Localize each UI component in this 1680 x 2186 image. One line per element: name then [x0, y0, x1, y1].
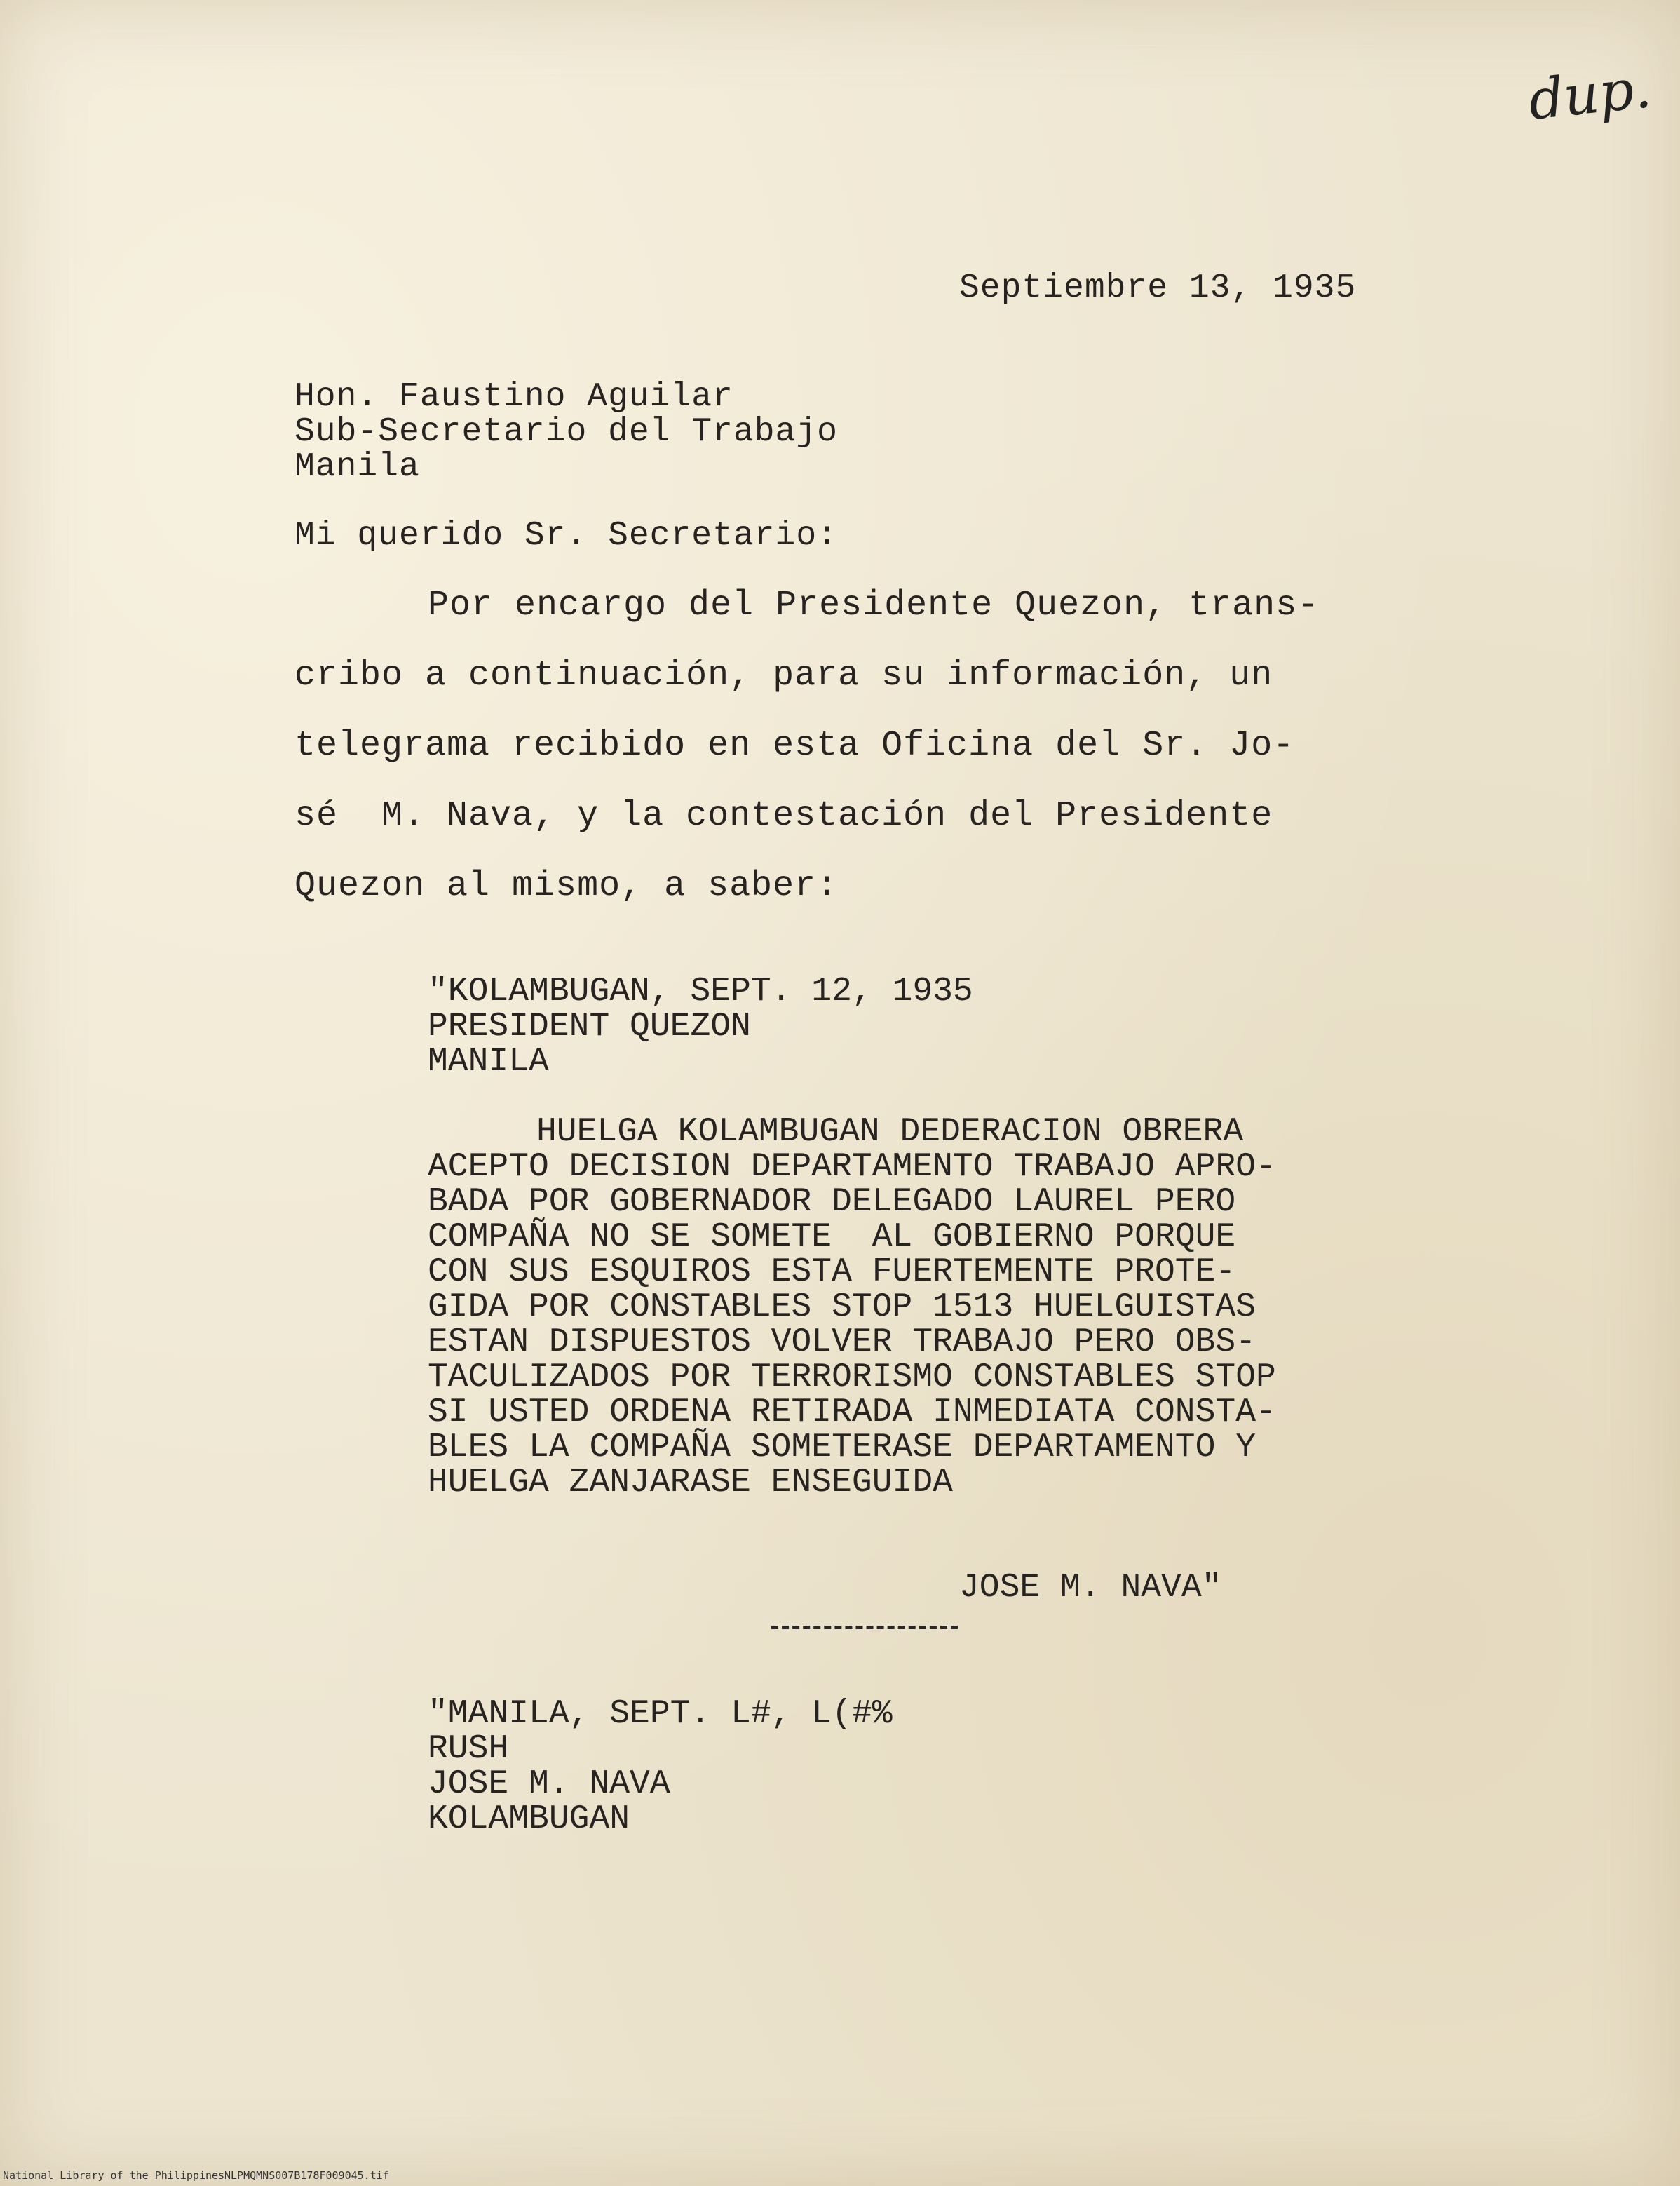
body-line: sé M. Nava, y la contestación del Presidente — [294, 796, 1273, 836]
salutation: Mi querido Sr. Secretario: — [294, 517, 838, 555]
telegram-text-line: TACULIZADOS POR TERRORISMO CONSTABLES STOP — [428, 1358, 1276, 1396]
footer-file: NLPMQMNS007B178F009045.tif — [224, 2169, 389, 2182]
reply-recipient: JOSE M. NAVA — [428, 1765, 670, 1803]
handwritten-annotation: dup. — [1525, 57, 1655, 133]
telegram-text-line: BADA POR GOBERNADOR DELEGADO LAUREL PERO — [428, 1183, 1236, 1221]
body-line: Quezon al mismo, a saber: — [294, 866, 839, 906]
telegram-origin: "KOLAMBUGAN, SEPT. 12, 1935 — [428, 973, 973, 1011]
body-line: telegrama recibido en esta Oficina del Sr. Jo- — [294, 726, 1295, 766]
telegram-text-line: BLES LA COMPAÑA SOMETERASE DEPARTAMENTO Y — [428, 1429, 1256, 1466]
letter-date: Septiembre 13, 1935 — [959, 269, 1357, 307]
telegram-text-line: SI USTED ORDENA RETIRADA INMEDIATA CONSTA- — [428, 1394, 1276, 1431]
addressee-title: Sub-Secretario del Trabajo — [294, 413, 838, 451]
telegram-text-line: CON SUS ESQUIROS ESTA FUERTEMENTE PROTE- — [428, 1253, 1236, 1291]
telegram-text-line: GIDA POR CONSTABLES STOP 1513 HUELGUISTAS — [428, 1288, 1256, 1326]
separator-rule — [771, 1626, 958, 1629]
footer-library: National Library of the Philippines — [3, 2169, 225, 2182]
body-line: cribo a continuación, para su información, un — [294, 656, 1273, 696]
telegram-text-line: HUELGA ZANJARASE ENSEGUIDA — [428, 1464, 953, 1502]
telegram-signature: JOSE M. NAVA" — [959, 1569, 1222, 1607]
telegram-text-line: HUELGA KOLAMBUGAN DEDERACION OBRERA — [536, 1113, 1244, 1151]
body-line: Por encargo del Presidente Quezon, trans- — [428, 586, 1320, 626]
reply-destination: KOLAMBUGAN — [428, 1800, 630, 1838]
telegram-recipient: PRESIDENT QUEZON — [428, 1008, 751, 1046]
telegram-text-line: ESTAN DISPUESTOS VOLVER TRABAJO PERO OBS- — [428, 1323, 1256, 1361]
addressee-name: Hon. Faustino Aguilar — [294, 378, 733, 416]
reply-priority: RUSH — [428, 1730, 509, 1768]
telegram-destination: MANILA — [428, 1043, 549, 1081]
telegram-text-line: ACEPTO DECISION DEPARTAMENTO TRABAJO APRO- — [428, 1148, 1276, 1186]
telegram-text-line: COMPAÑA NO SE SOMETE AL GOBIERNO PORQUE — [428, 1218, 1236, 1256]
reply-origin: "MANILA, SEPT. L#, L(#% — [428, 1695, 893, 1733]
addressee-city: Manila — [294, 448, 420, 486]
